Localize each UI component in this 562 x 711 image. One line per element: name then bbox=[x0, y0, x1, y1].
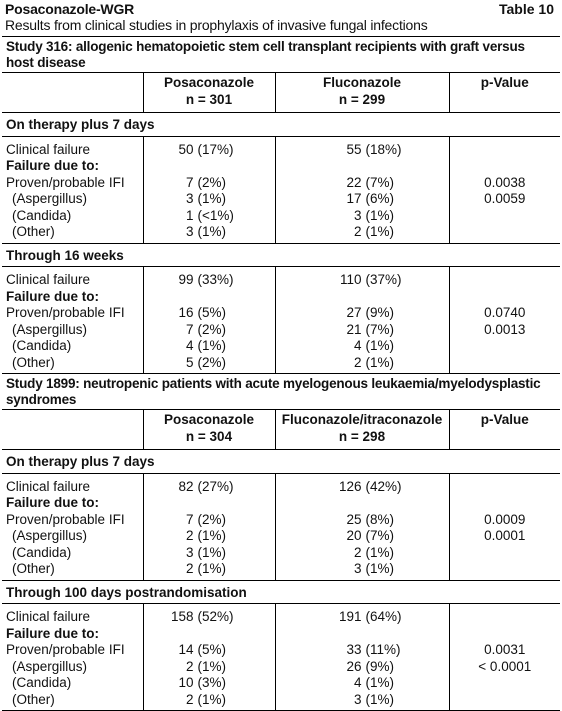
row-label: (Aspergillus) bbox=[12, 658, 88, 674]
percent: (1%) bbox=[197, 561, 227, 576]
percent: (2%) bbox=[197, 321, 227, 337]
row-label: (Candida) bbox=[12, 544, 72, 560]
comparator-value bbox=[275, 338, 449, 355]
row-label: (Other) bbox=[12, 224, 55, 239]
percent: (33%) bbox=[197, 272, 234, 287]
column-header-3 bbox=[449, 73, 560, 113]
count: 2 bbox=[185, 561, 194, 576]
row-label: Proven/probable IFI bbox=[6, 174, 125, 190]
count: 27 bbox=[346, 305, 362, 320]
percent: (7%) bbox=[365, 174, 395, 190]
posaconazole-value bbox=[143, 604, 275, 626]
column-header-label: p-Value bbox=[480, 412, 529, 427]
posaconazole-value bbox=[143, 175, 275, 192]
row-label: Clinical failure bbox=[6, 478, 91, 494]
row-label: (Other) bbox=[12, 354, 55, 370]
column-header-label: Fluconazole/itraconazole bbox=[281, 412, 443, 427]
row-label: (Other) bbox=[2, 692, 143, 711]
count: 2 bbox=[353, 354, 362, 370]
posaconazole-value bbox=[143, 626, 275, 643]
period-row bbox=[2, 113, 560, 137]
posaconazole-value bbox=[143, 561, 275, 580]
posaconazole-value bbox=[143, 136, 275, 158]
count: 21 bbox=[346, 321, 362, 337]
percent: (17%) bbox=[197, 141, 234, 157]
count: 25 bbox=[346, 511, 362, 527]
row-label: Failure due to: bbox=[6, 625, 100, 641]
table-row bbox=[2, 512, 560, 529]
p-value bbox=[449, 604, 560, 626]
comparator-value bbox=[275, 545, 449, 562]
row-label: (Aspergillus) bbox=[12, 321, 88, 337]
percent: (27%) bbox=[197, 478, 234, 494]
posaconazole-value bbox=[143, 512, 275, 529]
table-row bbox=[2, 289, 560, 306]
column-header-2 bbox=[275, 410, 449, 450]
count: 158 bbox=[170, 609, 194, 624]
posaconazole-value bbox=[143, 355, 275, 374]
count: 126 bbox=[338, 478, 362, 494]
count: 14 bbox=[178, 642, 194, 657]
count: 110 bbox=[339, 272, 362, 287]
study-title-row bbox=[2, 37, 560, 73]
count: 55 bbox=[346, 141, 362, 157]
posaconazole-value bbox=[143, 495, 275, 512]
row-label: Failure due to: bbox=[6, 495, 100, 510]
percent: (1%) bbox=[197, 544, 227, 560]
table-row bbox=[2, 191, 560, 208]
posaconazole-value bbox=[143, 675, 275, 692]
table-row bbox=[2, 659, 560, 676]
table-row bbox=[2, 355, 560, 374]
p-value bbox=[449, 158, 560, 175]
percent: (64%) bbox=[365, 609, 402, 624]
p-value bbox=[449, 338, 560, 355]
table-row bbox=[2, 692, 560, 711]
p-value: 0.0059 bbox=[449, 191, 560, 208]
comparator-value bbox=[275, 175, 449, 192]
count: 3 bbox=[185, 191, 194, 206]
posaconazole-value bbox=[143, 267, 275, 289]
p-value bbox=[449, 626, 560, 643]
percent: (1%) bbox=[365, 338, 395, 353]
comparator-value bbox=[275, 642, 449, 659]
period-row bbox=[2, 450, 560, 474]
posaconazole-value bbox=[143, 289, 275, 306]
count: 33 bbox=[346, 642, 362, 657]
p-value bbox=[449, 495, 560, 512]
comparator-value bbox=[275, 495, 449, 512]
row-label: (Candida) bbox=[12, 675, 72, 690]
table-row bbox=[2, 305, 560, 322]
count: 26 bbox=[346, 658, 362, 674]
comparator-value bbox=[275, 659, 449, 676]
row-label: Clinical failure bbox=[6, 609, 91, 624]
percent: (3%) bbox=[197, 675, 227, 690]
count: 4 bbox=[353, 338, 362, 353]
posaconazole-value bbox=[143, 528, 275, 545]
p-value bbox=[449, 473, 560, 495]
study-title-row bbox=[2, 374, 560, 410]
row-label: Proven/probable IFI bbox=[6, 642, 125, 657]
percent: (52%) bbox=[197, 609, 234, 624]
count: 2 bbox=[353, 224, 362, 239]
p-value bbox=[449, 692, 560, 711]
comparator-value bbox=[275, 158, 449, 175]
percent: (2%) bbox=[197, 174, 227, 190]
percent: (1%) bbox=[365, 207, 395, 223]
count: 7 bbox=[185, 321, 194, 337]
column-header-label: Posaconazole bbox=[163, 412, 255, 427]
table-row bbox=[2, 473, 560, 495]
percent: (1%) bbox=[365, 675, 395, 690]
count: 2 bbox=[185, 691, 194, 707]
posaconazole-value bbox=[143, 305, 275, 322]
count: 16 bbox=[178, 305, 194, 320]
count: 3 bbox=[185, 224, 194, 239]
posaconazole-value bbox=[143, 692, 275, 711]
count: 191 bbox=[338, 609, 362, 624]
document-header bbox=[2, 0, 560, 36]
percent: (11%) bbox=[365, 642, 401, 657]
column-header-3 bbox=[449, 410, 560, 450]
comparator-value bbox=[275, 692, 449, 711]
percent: (9%) bbox=[365, 305, 395, 320]
period-row bbox=[2, 580, 560, 604]
row-label: (Candida) bbox=[12, 207, 72, 223]
row-label: (Candida) bbox=[12, 338, 72, 353]
table-number: Table 10 bbox=[499, 1, 554, 17]
table-caption: Results from clinical studies in prophylaxis of invasive fungal infections bbox=[5, 17, 428, 33]
table-row bbox=[2, 136, 560, 158]
comparator-value bbox=[275, 675, 449, 692]
comparator-value bbox=[275, 473, 449, 495]
column-header-1 bbox=[143, 73, 275, 113]
count: 7 bbox=[185, 174, 194, 190]
column-header-1 bbox=[143, 410, 275, 450]
count: 5 bbox=[185, 354, 194, 370]
column-header-row bbox=[2, 410, 560, 450]
table-row bbox=[2, 224, 560, 243]
study-title: Study 316: allogenic hematopoietic stem cell transplant recipients with graft versus host disease bbox=[2, 37, 560, 73]
posaconazole-value bbox=[143, 322, 275, 339]
count: 82 bbox=[178, 478, 194, 494]
period-label: On therapy plus 7 days bbox=[2, 450, 560, 474]
comparator-value bbox=[275, 528, 449, 545]
percent: (1%) bbox=[197, 658, 227, 674]
posaconazole-value bbox=[143, 473, 275, 495]
column-header-n: n = 304 bbox=[185, 428, 233, 444]
p-value: 0.0009 bbox=[449, 512, 560, 529]
percent: (1%) bbox=[365, 691, 395, 707]
posaconazole-value bbox=[143, 208, 275, 225]
table-row bbox=[2, 175, 560, 192]
posaconazole-value bbox=[143, 642, 275, 659]
comparator-value bbox=[275, 191, 449, 208]
row-label: Proven/probable IFI bbox=[6, 305, 125, 320]
table-row bbox=[2, 545, 560, 562]
percent: (1%) bbox=[365, 544, 395, 560]
posaconazole-value bbox=[143, 659, 275, 676]
table-row bbox=[2, 338, 560, 355]
period-label: On therapy plus 7 days bbox=[2, 113, 560, 137]
row-label: (Aspergillus) bbox=[12, 191, 88, 206]
column-header-label: Posaconazole bbox=[163, 75, 255, 90]
p-value bbox=[449, 267, 560, 289]
percent: (5%) bbox=[197, 642, 227, 657]
percent: (1%) bbox=[197, 528, 227, 543]
count: 4 bbox=[185, 338, 194, 353]
count: 1 bbox=[185, 207, 194, 223]
period-label: Through 100 days postrandomisation bbox=[2, 580, 560, 604]
percent: (1%) bbox=[197, 224, 227, 239]
percent: (7%) bbox=[365, 321, 395, 337]
count: 99 bbox=[178, 272, 194, 287]
percent: (1%) bbox=[197, 691, 227, 707]
count: 4 bbox=[353, 675, 362, 690]
posaconazole-value bbox=[143, 224, 275, 243]
comparator-value bbox=[275, 512, 449, 529]
count: 3 bbox=[353, 561, 362, 576]
p-value bbox=[449, 675, 560, 692]
percent: (42%) bbox=[365, 478, 402, 494]
count: 3 bbox=[353, 691, 362, 707]
p-value bbox=[449, 208, 560, 225]
comparator-value bbox=[275, 355, 449, 374]
p-value bbox=[449, 289, 560, 306]
p-value: 0.0038 bbox=[449, 175, 560, 192]
p-value bbox=[449, 224, 560, 243]
document-title: Posaconazole-WGR bbox=[5, 1, 135, 17]
period-row bbox=[2, 243, 560, 267]
table-row bbox=[2, 626, 560, 643]
percent: (37%) bbox=[365, 272, 402, 287]
row-label: Clinical failure bbox=[6, 272, 91, 287]
column-header-row bbox=[2, 73, 560, 113]
p-value bbox=[449, 561, 560, 580]
posaconazole-value bbox=[143, 158, 275, 175]
p-value bbox=[449, 545, 560, 562]
header-blank-cell bbox=[2, 410, 143, 450]
results-table bbox=[2, 36, 560, 711]
count: 3 bbox=[353, 207, 362, 223]
column-header-n: n = 301 bbox=[185, 91, 233, 107]
table-row bbox=[2, 267, 560, 289]
posaconazole-value bbox=[143, 191, 275, 208]
percent: (9%) bbox=[365, 658, 395, 674]
comparator-value bbox=[275, 305, 449, 322]
header-blank-cell bbox=[2, 73, 143, 113]
percent: (1%) bbox=[197, 338, 227, 353]
percent: (1%) bbox=[365, 224, 395, 239]
comparator-value bbox=[275, 208, 449, 225]
study-title: Study 1899: neutropenic patients with acute myelogenous leukaemia/myelodysplastic syndromes bbox=[2, 374, 560, 410]
p-value bbox=[449, 355, 560, 374]
percent: (8%) bbox=[365, 511, 395, 527]
percent: (7%) bbox=[365, 528, 395, 543]
count: 7 bbox=[185, 511, 194, 527]
table-row bbox=[2, 528, 560, 545]
count: 10 bbox=[178, 675, 194, 690]
comparator-value bbox=[275, 267, 449, 289]
percent: (1%) bbox=[365, 354, 395, 370]
comparator-value bbox=[275, 136, 449, 158]
count: 22 bbox=[346, 174, 362, 190]
percent: (1%) bbox=[197, 191, 227, 206]
row-label: Failure due to: bbox=[6, 288, 100, 304]
row-label: (Other) bbox=[12, 561, 55, 576]
column-header-label: Fluconazole bbox=[322, 75, 401, 90]
percent: (5%) bbox=[197, 305, 227, 320]
table-row bbox=[2, 561, 560, 580]
table-row bbox=[2, 675, 560, 692]
p-value: 0.0740 bbox=[449, 305, 560, 322]
row-label: Failure due to: bbox=[6, 158, 100, 173]
comparator-value bbox=[275, 224, 449, 243]
posaconazole-value bbox=[143, 338, 275, 355]
period-label: Through 16 weeks bbox=[2, 243, 560, 267]
table-row bbox=[2, 208, 560, 225]
table-row bbox=[2, 604, 560, 626]
p-value: 0.0031 bbox=[449, 642, 560, 659]
p-value: 0.0013 bbox=[449, 322, 560, 339]
row-label: (Aspergillus) bbox=[12, 528, 88, 543]
count: 2 bbox=[185, 658, 194, 674]
count: 3 bbox=[185, 544, 194, 560]
comparator-value bbox=[275, 322, 449, 339]
posaconazole-value bbox=[143, 545, 275, 562]
count: 17 bbox=[346, 191, 362, 206]
comparator-value bbox=[275, 289, 449, 306]
p-value: < 0.0001 bbox=[449, 659, 560, 676]
table-row bbox=[2, 495, 560, 512]
comparator-value bbox=[275, 626, 449, 643]
row-label: Proven/probable IFI bbox=[6, 511, 125, 527]
column-header-2 bbox=[275, 73, 449, 113]
percent: (18%) bbox=[365, 141, 402, 157]
table-row bbox=[2, 158, 560, 175]
count: 2 bbox=[353, 544, 362, 560]
p-value: 0.0001 bbox=[449, 528, 560, 545]
percent: (6%) bbox=[365, 191, 395, 206]
comparator-value bbox=[275, 604, 449, 626]
count: 2 bbox=[185, 528, 194, 543]
percent: (<1%) bbox=[197, 207, 234, 223]
count: 20 bbox=[346, 528, 362, 543]
percent: (2%) bbox=[197, 354, 227, 370]
column-header-n: n = 299 bbox=[338, 91, 386, 107]
percent: (1%) bbox=[365, 561, 395, 576]
count: 50 bbox=[178, 141, 194, 157]
p-value bbox=[449, 136, 560, 158]
column-header-label: p-Value bbox=[480, 75, 529, 90]
table-row bbox=[2, 322, 560, 339]
comparator-value bbox=[275, 561, 449, 580]
row-label: Clinical failure bbox=[6, 141, 91, 157]
table-row bbox=[2, 642, 560, 659]
column-header-n: n = 298 bbox=[338, 428, 386, 444]
percent: (2%) bbox=[197, 511, 227, 527]
